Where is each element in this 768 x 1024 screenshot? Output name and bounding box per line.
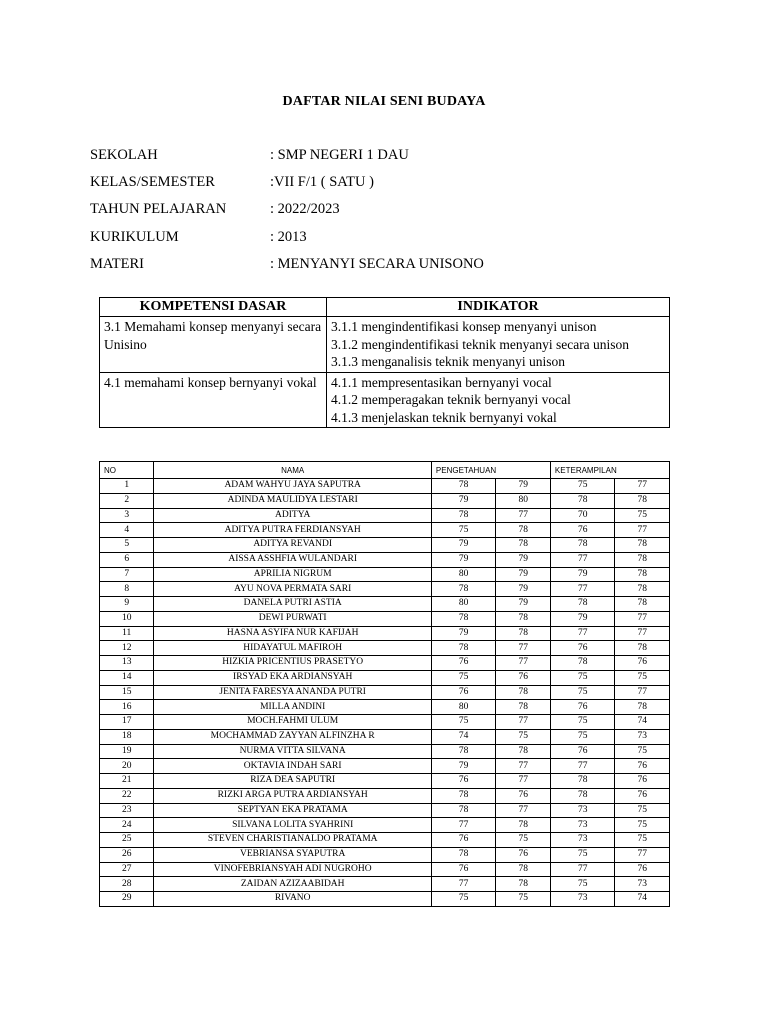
table-row	[100, 508, 670, 523]
table-row	[100, 803, 670, 818]
cell-pengetahuan-2: 78	[496, 862, 550, 877]
cell-keterampilan-1: 73	[550, 833, 615, 848]
cell-pengetahuan-2: 78	[496, 700, 550, 715]
table-row	[100, 597, 670, 612]
header-nama: NAMA	[154, 462, 431, 479]
cell-pengetahuan-2: 78	[496, 818, 550, 833]
cell-nama: HIZKIA PRICENTIUS PRASETYO	[154, 656, 431, 671]
cell-keterampilan-1: 73	[550, 818, 615, 833]
cell-nama: NURMA VITTA SILVANA	[154, 744, 431, 759]
cell-keterampilan-2: 78	[615, 700, 670, 715]
cell-no: 23	[100, 803, 154, 818]
cell-nama: HIDAYATUL MAFIROH	[154, 641, 431, 656]
cell-no: 15	[100, 685, 154, 700]
cell-keterampilan-1: 73	[550, 803, 615, 818]
competency-row	[100, 372, 670, 428]
cell-pengetahuan-1: 75	[431, 670, 496, 685]
cell-pengetahuan-2: 77	[496, 803, 550, 818]
cell-no: 7	[100, 567, 154, 582]
cell-keterampilan-2: 78	[615, 552, 670, 567]
table-row	[100, 700, 670, 715]
cell-pengetahuan-1: 78	[431, 744, 496, 759]
table-row	[100, 892, 670, 907]
cell-pengetahuan-1: 80	[431, 700, 496, 715]
cell-keterampilan-2: 77	[615, 611, 670, 626]
table-row	[100, 538, 670, 553]
cell-pengetahuan-2: 78	[496, 538, 550, 553]
cell-no: 10	[100, 611, 154, 626]
cell-no: 25	[100, 833, 154, 848]
cell-keterampilan-1: 79	[550, 567, 615, 582]
table-row	[100, 833, 670, 848]
cell-nama: MILLA ANDINI	[154, 700, 431, 715]
info-label: MATERI	[90, 255, 144, 272]
cell-pengetahuan-2: 79	[496, 552, 550, 567]
cell-pengetahuan-1: 75	[431, 715, 496, 730]
cell-no: 1	[100, 479, 154, 494]
info-block	[90, 144, 484, 280]
cell-keterampilan-2: 76	[615, 759, 670, 774]
cell-keterampilan-1: 76	[550, 641, 615, 656]
cell-keterampilan-1: 75	[550, 685, 615, 700]
table-row	[100, 479, 670, 494]
table-row	[100, 877, 670, 892]
table-row	[100, 744, 670, 759]
cell-keterampilan-1: 75	[550, 877, 615, 892]
cell-pengetahuan-1: 76	[431, 774, 496, 789]
cell-no: 17	[100, 715, 154, 730]
table-row	[100, 715, 670, 730]
cell-no: 13	[100, 656, 154, 671]
cell-keterampilan-2: 78	[615, 597, 670, 612]
info-value: : 2022/2023	[270, 201, 340, 218]
cell-keterampilan-1: 75	[550, 729, 615, 744]
cell-keterampilan-2: 76	[615, 788, 670, 803]
cell-nama: HASNA ASYIFA NUR KAFIJAH	[154, 626, 431, 641]
cell-no: 5	[100, 538, 154, 553]
cell-keterampilan-1: 77	[550, 552, 615, 567]
cell-no: 27	[100, 862, 154, 877]
cell-keterampilan-1: 75	[550, 847, 615, 862]
cell-nama: STEVEN CHARISTIANALDO PRATAMA	[154, 833, 431, 848]
indicator-item: 4.1.1 mempresentasikan bernyanyi vocal	[331, 374, 552, 390]
table-row	[100, 611, 670, 626]
cell-no: 12	[100, 641, 154, 656]
cell-keterampilan-2: 75	[615, 744, 670, 759]
indicator-item: 4.1.3 menjelaskan teknik bernyanyi vokal	[331, 409, 557, 425]
cell-pengetahuan-1: 78	[431, 847, 496, 862]
cell-no: 3	[100, 508, 154, 523]
info-row-materi	[90, 253, 484, 280]
indicator-item: 4.1.2 memperagakan teknik bernyanyi vocal	[331, 392, 571, 407]
cell-keterampilan-1: 78	[550, 597, 615, 612]
table-row	[100, 552, 670, 567]
cell-keterampilan-2: 78	[615, 582, 670, 597]
cell-pengetahuan-1: 80	[431, 567, 496, 582]
cell-keterampilan-2: 75	[615, 833, 670, 848]
cell-nama: JENITA FARESYA ANANDA PUTRI	[154, 685, 431, 700]
cell-pengetahuan-1: 80	[431, 597, 496, 612]
cell-pengetahuan-1: 79	[431, 538, 496, 553]
cell-keterampilan-1: 76	[550, 700, 615, 715]
cell-keterampilan-1: 73	[550, 892, 615, 907]
cell-pengetahuan-1: 78	[431, 611, 496, 626]
cell-pengetahuan-1: 75	[431, 523, 496, 538]
cell-no: 18	[100, 729, 154, 744]
indicator-item: 3.1.3 menganalisis teknik menyanyi unison	[331, 354, 565, 369]
info-row-sekolah	[90, 144, 484, 171]
cell-keterampilan-2: 78	[615, 493, 670, 508]
cell-pengetahuan-1: 76	[431, 862, 496, 877]
info-value: : SMP NEGERI 1 DAU	[270, 147, 409, 163]
info-row-kurikulum	[90, 226, 484, 253]
cell-no: 28	[100, 877, 154, 892]
cell-nama: RIZKI ARGA PUTRA ARDIANSYAH	[154, 788, 431, 803]
cell-pengetahuan-1: 78	[431, 641, 496, 656]
cell-keterampilan-1: 78	[550, 493, 615, 508]
cell-pengetahuan-2: 77	[496, 774, 550, 789]
cell-nama: AYU NOVA PERMATA SARI	[154, 582, 431, 597]
competency-row	[100, 317, 670, 373]
cell-nama: APRILIA NIGRUM	[154, 567, 431, 582]
cell-keterampilan-1: 77	[550, 862, 615, 877]
table-row	[100, 656, 670, 671]
cell-pengetahuan-1: 79	[431, 552, 496, 567]
cell-pengetahuan-1: 78	[431, 582, 496, 597]
info-row-kelas	[90, 171, 484, 198]
table-row	[100, 641, 670, 656]
cell-keterampilan-1: 77	[550, 626, 615, 641]
table-row	[100, 582, 670, 597]
competency-header-row	[100, 298, 670, 317]
cell-pengetahuan-2: 78	[496, 626, 550, 641]
cell-keterampilan-2: 73	[615, 877, 670, 892]
cell-nama: RIZA DEA SAPUTRI	[154, 774, 431, 789]
cell-nama: DEWI PURWATI	[154, 611, 431, 626]
cell-nama: MOCHAMMAD ZAYYAN ALFINZHA R	[154, 729, 431, 744]
cell-keterampilan-1: 70	[550, 508, 615, 523]
cell-pengetahuan-2: 76	[496, 788, 550, 803]
cell-keterampilan-1: 78	[550, 774, 615, 789]
cell-no: 21	[100, 774, 154, 789]
cell-pengetahuan-2: 79	[496, 567, 550, 582]
info-label: KURIKULUM	[90, 228, 179, 245]
cell-pengetahuan-2: 79	[496, 582, 550, 597]
cell-pengetahuan-2: 79	[496, 479, 550, 494]
cell-no: 26	[100, 847, 154, 862]
table-row	[100, 626, 670, 641]
cell-keterampilan-2: 74	[615, 892, 670, 907]
info-row-tahun	[90, 198, 484, 225]
cell-no: 22	[100, 788, 154, 803]
table-row	[100, 759, 670, 774]
cell-nama: ADITYA	[154, 508, 431, 523]
cell-keterampilan-2: 77	[615, 685, 670, 700]
cell-pengetahuan-2: 76	[496, 670, 550, 685]
cell-keterampilan-2: 77	[615, 847, 670, 862]
cell-no: 2	[100, 493, 154, 508]
cell-pengetahuan-2: 75	[496, 892, 550, 907]
competency-table	[99, 297, 670, 428]
cell-nama: ADAM WAHYU JAYA SAPUTRA	[154, 479, 431, 494]
grades-header-row	[100, 462, 670, 479]
document-title: DAFTAR NILAI SENI BUDAYA	[282, 94, 486, 109]
cell-keterampilan-1: 75	[550, 670, 615, 685]
cell-pengetahuan-1: 78	[431, 508, 496, 523]
cell-no: 20	[100, 759, 154, 774]
cell-keterampilan-1: 77	[550, 582, 615, 597]
cell-nama: ZAIDAN AZIZAABIDAH	[154, 877, 431, 892]
cell-keterampilan-2: 75	[615, 670, 670, 685]
cell-pengetahuan-1: 77	[431, 877, 496, 892]
cell-pengetahuan-2: 78	[496, 523, 550, 538]
cell-no: 14	[100, 670, 154, 685]
cell-pengetahuan-1: 74	[431, 729, 496, 744]
cell-pengetahuan-2: 75	[496, 729, 550, 744]
cell-keterampilan-2: 77	[615, 479, 670, 494]
cell-pengetahuan-2: 76	[496, 847, 550, 862]
cell-pengetahuan-2: 77	[496, 759, 550, 774]
indicator-item: 3.1.2 mengindentifikasi teknik menyanyi secara unison	[331, 336, 630, 352]
cell-keterampilan-1: 79	[550, 611, 615, 626]
cell-pengetahuan-1: 78	[431, 479, 496, 494]
cell-no: 4	[100, 523, 154, 538]
cell-no: 24	[100, 818, 154, 833]
cell-keterampilan-2: 75	[615, 508, 670, 523]
table-row	[100, 670, 670, 685]
info-value: : 2013	[270, 228, 307, 245]
kd-cell: 4.1 memahami konsep bernyanyi vokal	[100, 372, 327, 428]
cell-pengetahuan-1: 78	[431, 803, 496, 818]
table-row	[100, 847, 670, 862]
cell-pengetahuan-2: 75	[496, 833, 550, 848]
cell-keterampilan-1: 75	[550, 715, 615, 730]
cell-keterampilan-1: 76	[550, 744, 615, 759]
indicator-item: 3.1.1 mengindentifikasi konsep menyanyi unison	[331, 319, 597, 334]
cell-keterampilan-2: 78	[615, 538, 670, 553]
cell-keterampilan-2: 76	[615, 862, 670, 877]
cell-nama: ADITYA REVANDI	[154, 538, 431, 553]
cell-keterampilan-2: 73	[615, 729, 670, 744]
cell-no: 29	[100, 892, 154, 907]
cell-nama: SEPTYAN EKA PRATAMA	[154, 803, 431, 818]
cell-pengetahuan-1: 75	[431, 892, 496, 907]
table-row	[100, 862, 670, 877]
cell-nama: SILVANA LOLITA SYAHRINI	[154, 818, 431, 833]
header-kompetensi-dasar: KOMPETENSI DASAR	[100, 298, 327, 317]
cell-nama: DANELA PUTRI ASTIA	[154, 597, 431, 612]
cell-pengetahuan-2: 78	[496, 685, 550, 700]
cell-keterampilan-2: 77	[615, 626, 670, 641]
cell-keterampilan-2: 75	[615, 818, 670, 833]
cell-pengetahuan-1: 79	[431, 493, 496, 508]
cell-pengetahuan-2: 77	[496, 641, 550, 656]
info-label: SEKOLAH	[90, 147, 158, 163]
cell-keterampilan-2: 76	[615, 774, 670, 789]
cell-nama: VEBRIANSA SYAPUTRA	[154, 847, 431, 862]
cell-keterampilan-1: 78	[550, 656, 615, 671]
indicator-cell	[327, 372, 670, 428]
cell-pengetahuan-2: 78	[496, 877, 550, 892]
indicator-cell	[327, 317, 670, 373]
kd-cell: 3.1 Memahami konsep menyanyi secara Unisino	[100, 317, 327, 373]
cell-pengetahuan-1: 76	[431, 833, 496, 848]
cell-keterampilan-1: 76	[550, 523, 615, 538]
cell-no: 6	[100, 552, 154, 567]
cell-keterampilan-1: 78	[550, 788, 615, 803]
header-keterampilan: KETERAMPILAN	[550, 462, 669, 479]
cell-nama: AISSA ASSHFIA WULANDARI	[154, 552, 431, 567]
cell-pengetahuan-1: 76	[431, 685, 496, 700]
cell-keterampilan-2: 78	[615, 567, 670, 582]
cell-keterampilan-1: 75	[550, 479, 615, 494]
info-value: : MENYANYI SECARA UNISONO	[270, 255, 484, 272]
cell-pengetahuan-1: 76	[431, 656, 496, 671]
cell-nama: RIVANO	[154, 892, 431, 907]
cell-pengetahuan-2: 77	[496, 715, 550, 730]
cell-keterampilan-1: 78	[550, 538, 615, 553]
cell-pengetahuan-1: 77	[431, 818, 496, 833]
cell-keterampilan-1: 77	[550, 759, 615, 774]
header-pengetahuan: PENGETAHUAN	[431, 462, 550, 479]
header-indikator: INDIKATOR	[327, 298, 670, 317]
cell-pengetahuan-2: 79	[496, 597, 550, 612]
header-no: NO	[100, 462, 154, 479]
cell-pengetahuan-1: 78	[431, 788, 496, 803]
cell-pengetahuan-2: 78	[496, 744, 550, 759]
cell-keterampilan-2: 75	[615, 803, 670, 818]
cell-nama: ADITYA PUTRA FERDIANSYAH	[154, 523, 431, 538]
cell-nama: VINOFEBRIANSYAH ADI NUGROHO	[154, 862, 431, 877]
cell-nama: OKTAVIA INDAH SARI	[154, 759, 431, 774]
info-label: KELAS/SEMESTER	[90, 174, 215, 191]
cell-pengetahuan-2: 77	[496, 508, 550, 523]
cell-keterampilan-2: 78	[615, 641, 670, 656]
cell-pengetahuan-1: 79	[431, 626, 496, 641]
cell-nama: IRSYAD EKA ARDIANSYAH	[154, 670, 431, 685]
cell-nama: ADINDA MAULIDYA LESTARI	[154, 493, 431, 508]
cell-keterampilan-2: 74	[615, 715, 670, 730]
cell-nama: MOCH.FAHMI ULUM	[154, 715, 431, 730]
table-row	[100, 788, 670, 803]
grades-table	[99, 461, 670, 907]
cell-no: 11	[100, 626, 154, 641]
table-row	[100, 523, 670, 538]
cell-no: 16	[100, 700, 154, 715]
cell-pengetahuan-2: 77	[496, 656, 550, 671]
cell-keterampilan-2: 77	[615, 523, 670, 538]
info-label: TAHUN PELAJARAN	[90, 201, 227, 218]
table-row	[100, 818, 670, 833]
table-row	[100, 567, 670, 582]
cell-no: 8	[100, 582, 154, 597]
cell-no: 19	[100, 744, 154, 759]
table-row	[100, 774, 670, 789]
cell-pengetahuan-2: 80	[496, 493, 550, 508]
table-row	[100, 729, 670, 744]
cell-no: 9	[100, 597, 154, 612]
table-row	[100, 685, 670, 700]
info-value: :VII F/1 ( SATU )	[270, 174, 374, 191]
table-row	[100, 493, 670, 508]
cell-pengetahuan-1: 79	[431, 759, 496, 774]
grades-body	[100, 479, 670, 907]
cell-pengetahuan-2: 78	[496, 611, 550, 626]
cell-keterampilan-2: 76	[615, 656, 670, 671]
